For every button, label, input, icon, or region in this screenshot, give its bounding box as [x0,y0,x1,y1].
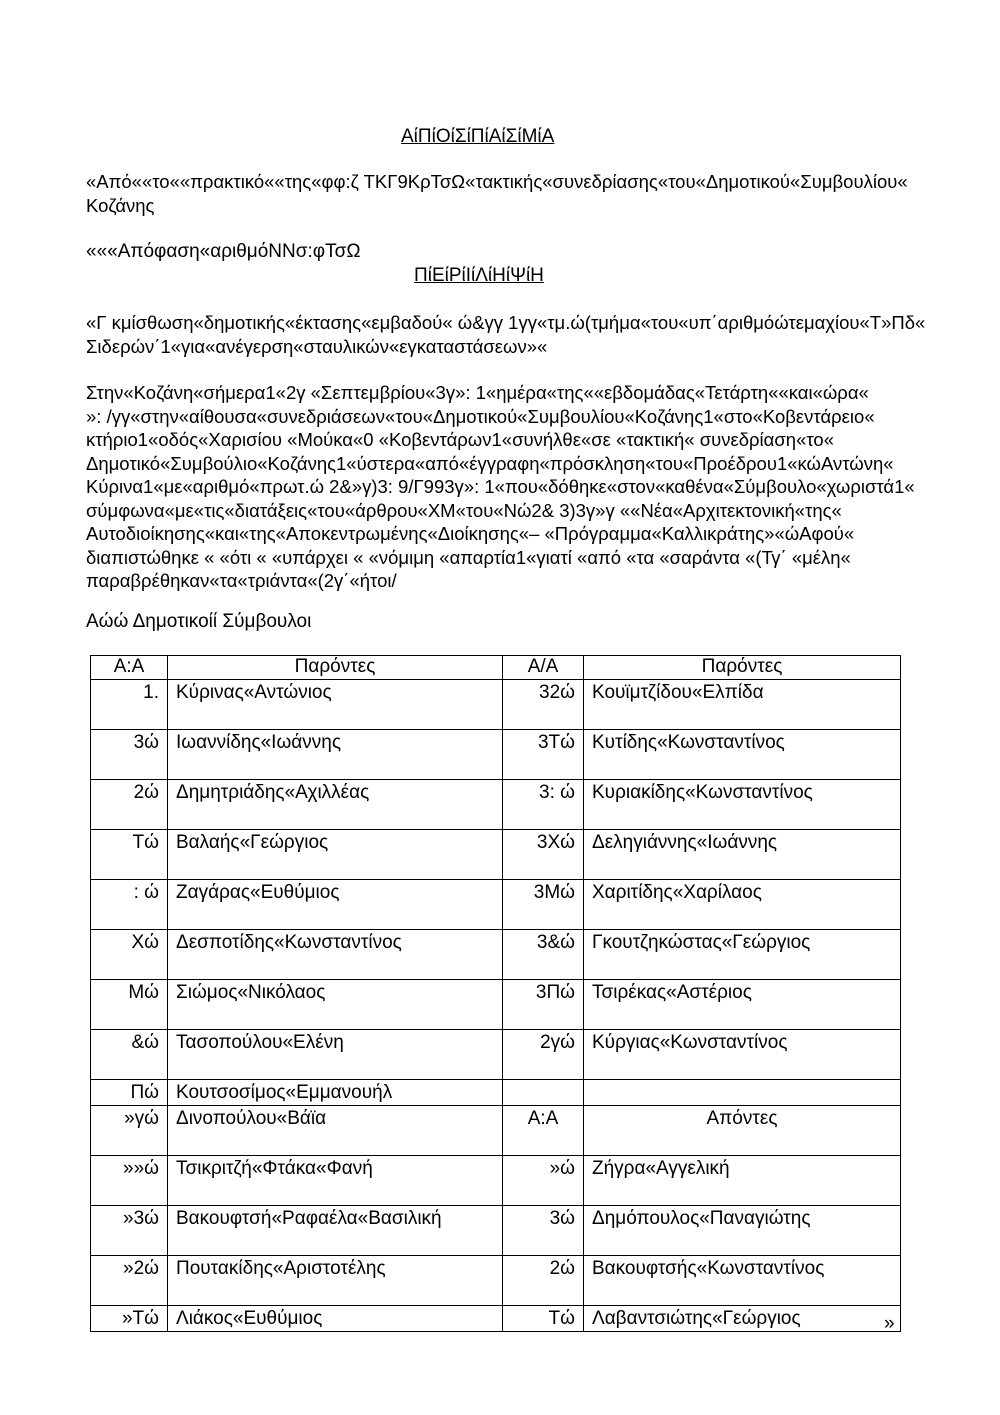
page-number: » [884,1313,895,1334]
row-number: 3ώ [503,1206,584,1256]
row-number: »2ώ [91,1256,168,1306]
row-number: »γώ [91,1106,168,1156]
body-line: κτήριο1«οδός«Χαρισίου «Μούκα«0 «Κοβεντάρων1«συνήλθε«σε «τακτική« συνεδρίαση«το« [86,429,834,450]
row-number: 3Χώ [503,830,584,880]
councillor-name: Τασοπούλου«Ελένη [168,1030,503,1080]
header-aa-left: Α:Α [91,656,168,680]
table-row [91,980,901,1030]
councillor-name: Κουτσοσίμος«Εμμανουήλ [168,1080,503,1106]
councillor-name: Σιώμος«Νικόλαος [168,980,503,1030]
row-number: 2ώ [91,780,168,830]
councillor-name: Κυριακίδης«Κωνσταντίνος [584,780,901,830]
councillor-name: Βαλαής«Γεώργιος [168,830,503,880]
subject-line: «Γ κμίσθωση«δημοτικής«έκτασης«εμβαδού« ώ&γγ 1γγ«τμ.ώ(τμήμα«του«υπ΄αριθμόώτεμαχίου«Τ»Πδ« [86,312,926,333]
header-present-left: Παρόντες [168,656,503,680]
body-line: σύμφωνα«με«τις«διατάξεις«του«άρθρου«ΧΜ«του«Νώ2& 3)3γ»γ ««Νέα«Αρχιτεκτονική«της« [86,499,842,521]
row-number: 2ώ [503,1256,584,1306]
councillor-name: Κύρινας«Αντώνιος [168,680,503,730]
subject-line: Σιδερών΄1«για«ανέγερση«σταυλικών«εγκαταστάσεων»« [86,335,548,357]
row-number: 3&ώ [503,930,584,980]
councillor-name: Κουϊμτζίδου«Ελπίδα [584,680,901,730]
row-number: Πώ [91,1080,168,1106]
attendance-table [90,655,901,1332]
row-number: Τώ [91,830,168,880]
body-line: διαπιστώθηκε « «ότι « «υπάρχει « «νόμιμη «απαρτία1«γιατί «από «τα «σαράντα «(Τγ΄ «μέλη« [86,546,851,568]
body-line: Στην«Κοζάνη«σήμερα1«2γ «Σεπτεμβρίου«3γ»: 1«ημέρα«της««εβδομάδας«Τετάρτη««και«ώρα« [86,382,869,403]
councillor-name: Ζήγρα«Αγγελική [584,1156,901,1206]
councillor-name: Κύργιας«Κωνσταντίνος [584,1030,901,1080]
councillor-name: Γκουτζηκώστας«Γεώργιος [584,930,901,980]
header-absent: Απόντες [584,1106,901,1156]
councillors-label: Αώώ Δημοτικοίί Σύμβουλοι [86,611,312,632]
body-line: Δημοτικό«Συμβούλιο«Κοζάνης1«ύστερα«από«έγγραφη«πρόσκληση«του«Προέδρου1«κώΑντώνη« [86,452,894,474]
councillor-name: Ζαγάρας«Ευθύμιος [168,880,503,930]
row-number: : ώ [91,880,168,930]
header-aa-absent: Α:Α [503,1106,584,1156]
subject-paragraph [86,311,926,358]
table-row [91,1030,901,1080]
councillor-name: Τσικριτζή«Φτάκα«Φανή [168,1156,503,1206]
table-row [91,780,901,830]
summary-heading: ΠίΕίΡίΙίΛίΗίΨίΗ [414,265,544,286]
decision-number: «««Απόφαση«αριθμόΝΝσ:φΤσΩ [86,241,361,262]
councillor-name: Χαριτίδης«Χαρίλαος [584,880,901,930]
table-row [91,1256,901,1306]
table-row [91,1206,901,1256]
row-number: 3ώ [91,730,168,780]
councillor-name: Τσιρέκας«Αστέριος [584,980,901,1030]
row-number: &ώ [91,1030,168,1080]
table-row [91,730,901,780]
row-number: 2γώ [503,1030,584,1080]
table-row [91,680,901,730]
table-row [91,1306,901,1332]
row-number: 3Μώ [503,880,584,930]
body-line: Αυτοδιοίκησης«και«της«Αποκεντρωμένης«Διοίκησης«– «Πρόγραμμα«Καλλικράτης»«ώΑφού« [86,523,855,544]
table-row [91,1156,901,1206]
body-line: »: /γγ«στην«αίθουσα«συνεδριάσεων«του«Δημοτικού«Συμβουλίου«Κοζάνης1«στο«Κοβεντάρειο« [86,405,875,427]
row-number: Μώ [91,980,168,1030]
row-number: 1. [91,680,168,730]
table-row [91,1106,901,1156]
body-paragraph [86,381,916,593]
table-row [91,930,901,980]
councillor-name: Ιωαννίδης«Ιωάννης [168,730,503,780]
row-number: 32ώ [503,680,584,730]
header-present-right: Παρόντες [584,656,901,680]
intro-paragraph [86,170,916,217]
councillor-name: Δημόπουλος«Παναγιώτης [584,1206,901,1256]
table-header-row [91,656,901,680]
councillor-name: Κυτίδης«Κωνσταντίνος [584,730,901,780]
body-line: Κύρινα1«με«αριθμό«πρωτ.ώ 2&»γ)3: 9/Γ993γ»: 1«που«δόθηκε«στον«καθένα«Σύμβουλο«χωριστά1« [86,476,915,497]
councillor-name: Πουτακίδης«Αριστοτέλης [168,1256,503,1306]
councillor-name: Δεσποτίδης«Κωνσταντίνος [168,930,503,980]
table-row [91,880,901,930]
empty-cell [503,1080,584,1106]
councillor-name: Λιάκος«Ευθύμιος [168,1306,503,1332]
table-row [91,830,901,880]
body-line: παραβρέθηκαν«τα«τριάντα«(2γ΄«ήτοι/ [86,570,397,591]
document-heading: ΑίΠίΟίΣίΠίΑίΣίΜίΑ [401,126,555,147]
row-number: 3Τώ [503,730,584,780]
empty-cell [584,1080,901,1106]
header-aa-right: Α/Α [503,656,584,680]
councillor-name: Βακουφτσής«Κωνσταντίνος [584,1256,901,1306]
councillor-name: Βακουφτσή«Ραφαέλα«Βασιλική [168,1206,503,1256]
row-number: »3ώ [91,1206,168,1256]
row-number: 3Πώ [503,980,584,1030]
councillor-name: Λαβαντσιώτης«Γεώργιος [584,1306,901,1332]
row-number: Τώ [503,1306,584,1332]
row-number: »»ώ [91,1156,168,1206]
councillor-name: Δινοπούλου«Βάϊα [168,1106,503,1156]
row-number: »Τώ [91,1306,168,1332]
row-number: Χώ [91,930,168,980]
row-number: »ώ [503,1156,584,1206]
table-row [91,1080,901,1106]
intro-line: «Από««το««πρακτικό««της«φφ:ζ ΤΚΓ9ΚρΤσΩ«τακτικής«συνεδρίασης«του«Δημοτικού«Συμβουλίου« [86,171,908,192]
councillor-name: Δεληγιάννης«Ιωάννης [584,830,901,880]
intro-line: Κοζάνης [86,194,155,216]
councillor-name: Δημητριάδης«Αχιλλέας [168,780,503,830]
row-number: 3: ώ [503,780,584,830]
